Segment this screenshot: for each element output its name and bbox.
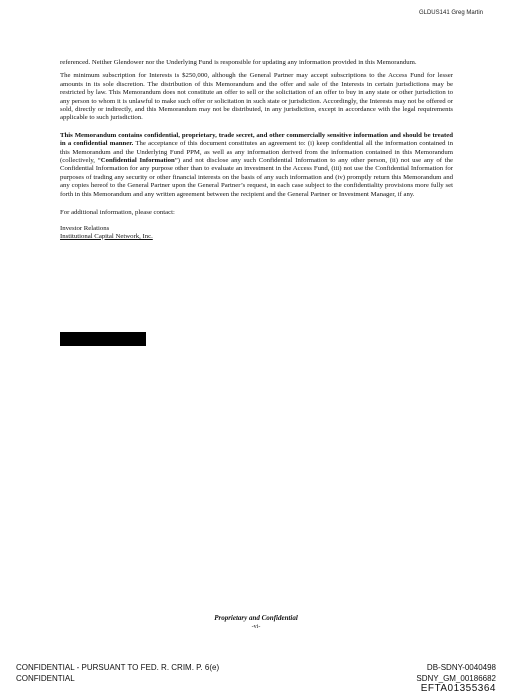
footer-left-stamp [16, 662, 219, 684]
footer-confidential: CONFIDENTIAL [16, 674, 75, 683]
header-stamp: GLDUS141 Greg Martin [418, 10, 483, 16]
paragraph-confidentiality [60, 132, 453, 199]
paragraph-minimum-subscription: The minimum subscription for Interests is $250,000, although the General Partner may accept subscriptions to the Access Fund for lesser amounts in its sole discretion. The distribution of this Memorandum and the offer and sale of the Interests in certain jurisdictions may be restricted by law. This Memorandum does not constitute an offer to sell or the solicitation of an offer to buy in any state or other jurisdiction to any person to whom it is unlawful to make such offer or solicitation in such state or jurisdiction. Accordingly, the Interests may not be offered or sold, directly or indirectly, and this Memorandum may not be distributed, in any jurisdiction, except in accordance with the legal requirements applicable to such jurisdiction. [60, 72, 453, 122]
efta-number: EFTA01355364 [420, 683, 496, 694]
bates-number-sdny: SDNY_GM_00186682 [416, 674, 496, 683]
page-number: -vi- [251, 624, 261, 630]
contact-company: Institutional Capital Network, Inc. [60, 232, 153, 240]
footer-confidential-label: Proprietary and Confidential [214, 614, 298, 622]
confidentiality-text-b: ”) and not disclose any such Confidential Information to any other person, (ii) not use any of the Confidential Information for any purpose other than to evaluate an investment in the Access Fund, (iii) not use the Confidential Information for purposes of trading any security or other financial interests on the basis of any such information and (iv) promptly return this Memorandum and any copies hereof to the General Partner upon the General Partner’s request, in each case subject to the confidentiality provisions more fully set forth in this Memorandum and any written agreement between the recipient and the General Partner or Investment Manager, if any. [60, 157, 453, 198]
bates-number-db: DB-SDNY-0040498 [426, 663, 496, 672]
contact-department: Investor Relations [60, 224, 110, 232]
footer-right-stamp [416, 662, 496, 684]
paragraph-contact: For additional information, please contact: [60, 209, 175, 217]
paragraph-referenced: referenced. Neither Glendower nor the Underlying Fund is responsible for updating any information provided in this Memorandum. [60, 59, 417, 66]
confidentiality-bold-lead: This Memorandum contains confidential, proprietary, trade secret, and other commercially sensitive information and should be treated in a confidential manner. [60, 131, 453, 148]
redaction-bar [60, 332, 146, 346]
confidential-information-term: Confidential Information [100, 157, 175, 165]
document-body [60, 59, 453, 241]
confidentiality-text-a: The acceptance of this document constitutes an agreement to: (i) keep confidential all the information contained in this Memorandum and the Underlying Fund PPM, as well as any information derived from the information contained in this Memorandum (collectively, “ [60, 140, 453, 165]
footer-legal-notice: CONFIDENTIAL - PURSUANT TO FED. R. CRIM. P. 6(e) [16, 663, 220, 672]
contact-block [60, 225, 453, 242]
footer-center [0, 614, 512, 632]
